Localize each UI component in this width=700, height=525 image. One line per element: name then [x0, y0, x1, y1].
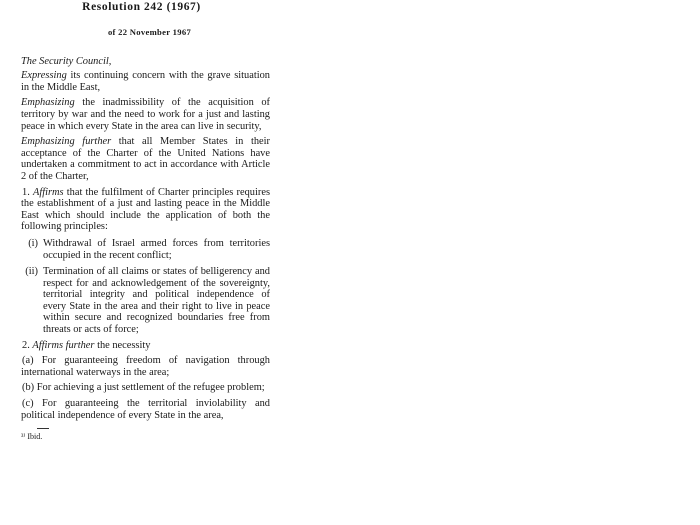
paragraph-text: that the fulfilment of Charter principles requires the establishment of a just and lasting peace in the Middle East which should include the application of both the following principles: [21, 186, 270, 233]
item-c [21, 398, 270, 421]
document-column [21, 0, 270, 441]
paragraph-lead: Affirms [32, 186, 64, 198]
paragraph-emphasizing [21, 97, 270, 132]
subparagraph-number: (ii) [25, 266, 38, 278]
item-text: For achieving a just settlement of the refugee problem; [34, 382, 265, 394]
paragraph-lead: Emphasizing further [21, 136, 112, 148]
paragraph-text: the necessity [94, 339, 151, 351]
addressee: The Security Council, [21, 55, 112, 67]
subparagraph-ii [21, 266, 270, 336]
footnote-divider [37, 428, 49, 429]
item-label: (b) [22, 382, 35, 394]
item-label: (c) [22, 398, 34, 410]
footnote: ³⁾ Ibid. [21, 432, 43, 442]
resolution-date: of 22 November 1967 [107, 27, 192, 37]
item-text: For guaranteeing the territorial inviolability and political independence of every State in the area, [21, 398, 270, 421]
item-a [21, 355, 270, 378]
resolution-title: Resolution 242 (1967) [82, 1, 201, 13]
paragraph-lead: Expressing [21, 70, 67, 82]
paragraph-expressing [21, 70, 270, 93]
item-b [21, 382, 270, 394]
paragraph-lead: Emphasizing [21, 97, 75, 109]
paragraph-lead: Affirms further [32, 339, 95, 351]
subparagraph-number: (i) [28, 237, 38, 249]
paragraph-number: 1. [22, 186, 30, 198]
item-text: For guaranteeing freedom of navigation through international waterways in the area; [21, 355, 270, 378]
paragraph-text: the inadmissibility of the acquisition of territory by war and the need to work for a just and lasting peace in which every State in the area can live in security, [21, 97, 270, 132]
item-label: (a) [22, 355, 34, 367]
paragraph-text: that all Member States in their acceptance of the Charter of the United Nations have undertaken a commitment to act in accordance with Article 2 of the Charter, [21, 136, 270, 182]
subparagraph-i [21, 238, 270, 261]
paragraph-affirms [21, 187, 270, 233]
paragraph-text: its continuing concern with the grave situation in the Middle East, [21, 70, 270, 93]
paragraph-affirms-further [21, 340, 270, 352]
paragraph-number: 2. [22, 339, 30, 351]
paragraph-emphasizing-further [21, 136, 270, 182]
subparagraph-text: Withdrawal of Israel armed forces from territories occupied in the recent conflict; [43, 237, 270, 261]
subparagraph-text: Termination of all claims or states of belligerency and respect for and acknowledgement of the sovereignty, territorial integrity and political independence of every State in the area and their right to live in peace within secure and recognized boundaries free from threats or acts of force; [43, 266, 270, 336]
